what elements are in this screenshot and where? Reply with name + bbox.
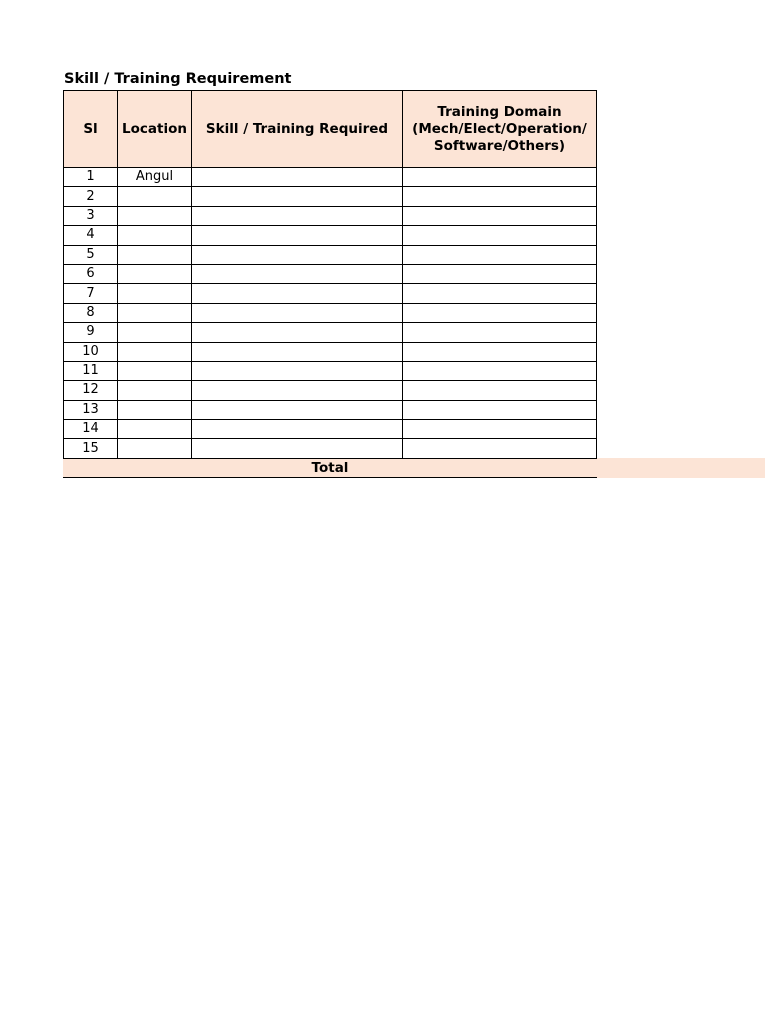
cell-skill[interactable] (192, 361, 403, 380)
table-body (64, 168, 597, 459)
cell-skill[interactable] (192, 206, 403, 225)
table-row (64, 187, 597, 206)
cell-location[interactable] (118, 361, 192, 380)
cell-location[interactable] (118, 323, 192, 342)
table-row (64, 439, 597, 458)
cell-domain[interactable] (403, 381, 597, 400)
cell-location[interactable] (118, 381, 192, 400)
cell-skill[interactable] (192, 303, 403, 322)
table-row (64, 206, 597, 225)
cell-domain[interactable] (403, 303, 597, 322)
cell-domain[interactable] (403, 361, 597, 380)
cell-skill[interactable] (192, 245, 403, 264)
cell-location[interactable] (118, 420, 192, 439)
cell-domain[interactable] (403, 226, 597, 245)
cell-skill[interactable] (192, 264, 403, 283)
header-sl[interactable]: Sl (64, 91, 118, 168)
table-row (64, 381, 597, 400)
cell-domain[interactable] (403, 420, 597, 439)
table-row (64, 303, 597, 322)
table-row (64, 400, 597, 419)
total-label[interactable]: Total (64, 458, 597, 477)
header-skill[interactable]: Skill / Training Required (192, 91, 403, 168)
total-row-fill (596, 458, 765, 478)
cell-skill[interactable] (192, 168, 403, 187)
cell-location[interactable] (118, 226, 192, 245)
cell-skill[interactable] (192, 323, 403, 342)
cell-location[interactable] (118, 187, 192, 206)
cell-location[interactable] (118, 264, 192, 283)
cell-skill[interactable] (192, 226, 403, 245)
table-row (64, 264, 597, 283)
header-location[interactable]: Location (118, 91, 192, 168)
header-row (64, 91, 597, 168)
table-row (64, 245, 597, 264)
table-row (64, 323, 597, 342)
cell-sl[interactable]: 3 (64, 206, 118, 225)
cell-skill[interactable] (192, 400, 403, 419)
cell-sl[interactable]: 14 (64, 420, 118, 439)
cell-skill[interactable] (192, 187, 403, 206)
sheet-title: Skill / Training Requirement (64, 71, 292, 87)
requirement-table (63, 90, 597, 478)
total-row (64, 458, 597, 477)
table-row (64, 226, 597, 245)
cell-domain[interactable] (403, 284, 597, 303)
cell-domain[interactable] (403, 264, 597, 283)
cell-sl[interactable]: 10 (64, 342, 118, 361)
cell-location[interactable] (118, 400, 192, 419)
cell-location[interactable] (118, 245, 192, 264)
cell-domain[interactable] (403, 400, 597, 419)
cell-sl[interactable]: 11 (64, 361, 118, 380)
table-row (64, 168, 597, 187)
cell-sl[interactable]: 2 (64, 187, 118, 206)
cell-location[interactable] (118, 284, 192, 303)
cell-skill[interactable] (192, 420, 403, 439)
cell-domain[interactable] (403, 439, 597, 458)
cell-skill[interactable] (192, 439, 403, 458)
table-row (64, 361, 597, 380)
cell-sl[interactable]: 15 (64, 439, 118, 458)
table-row (64, 284, 597, 303)
cell-sl[interactable]: 7 (64, 284, 118, 303)
cell-sl[interactable]: 13 (64, 400, 118, 419)
cell-domain[interactable] (403, 342, 597, 361)
cell-sl[interactable]: 12 (64, 381, 118, 400)
cell-domain[interactable] (403, 245, 597, 264)
cell-location[interactable] (118, 439, 192, 458)
cell-sl[interactable]: 5 (64, 245, 118, 264)
cell-skill[interactable] (192, 284, 403, 303)
cell-location[interactable]: Angul (118, 168, 192, 187)
cell-domain[interactable] (403, 168, 597, 187)
cell-domain[interactable] (403, 323, 597, 342)
cell-sl[interactable]: 4 (64, 226, 118, 245)
cell-location[interactable] (118, 206, 192, 225)
cell-skill[interactable] (192, 342, 403, 361)
table-row (64, 342, 597, 361)
table-row (64, 420, 597, 439)
cell-location[interactable] (118, 303, 192, 322)
cell-domain[interactable] (403, 206, 597, 225)
cell-sl[interactable]: 8 (64, 303, 118, 322)
cell-location[interactable] (118, 342, 192, 361)
cell-sl[interactable]: 1 (64, 168, 118, 187)
cell-domain[interactable] (403, 187, 597, 206)
cell-sl[interactable]: 9 (64, 323, 118, 342)
cell-skill[interactable] (192, 381, 403, 400)
header-domain[interactable]: Training Domain (Mech/Elect/Operation/ Software/Others) (403, 91, 597, 168)
cell-sl[interactable]: 6 (64, 264, 118, 283)
